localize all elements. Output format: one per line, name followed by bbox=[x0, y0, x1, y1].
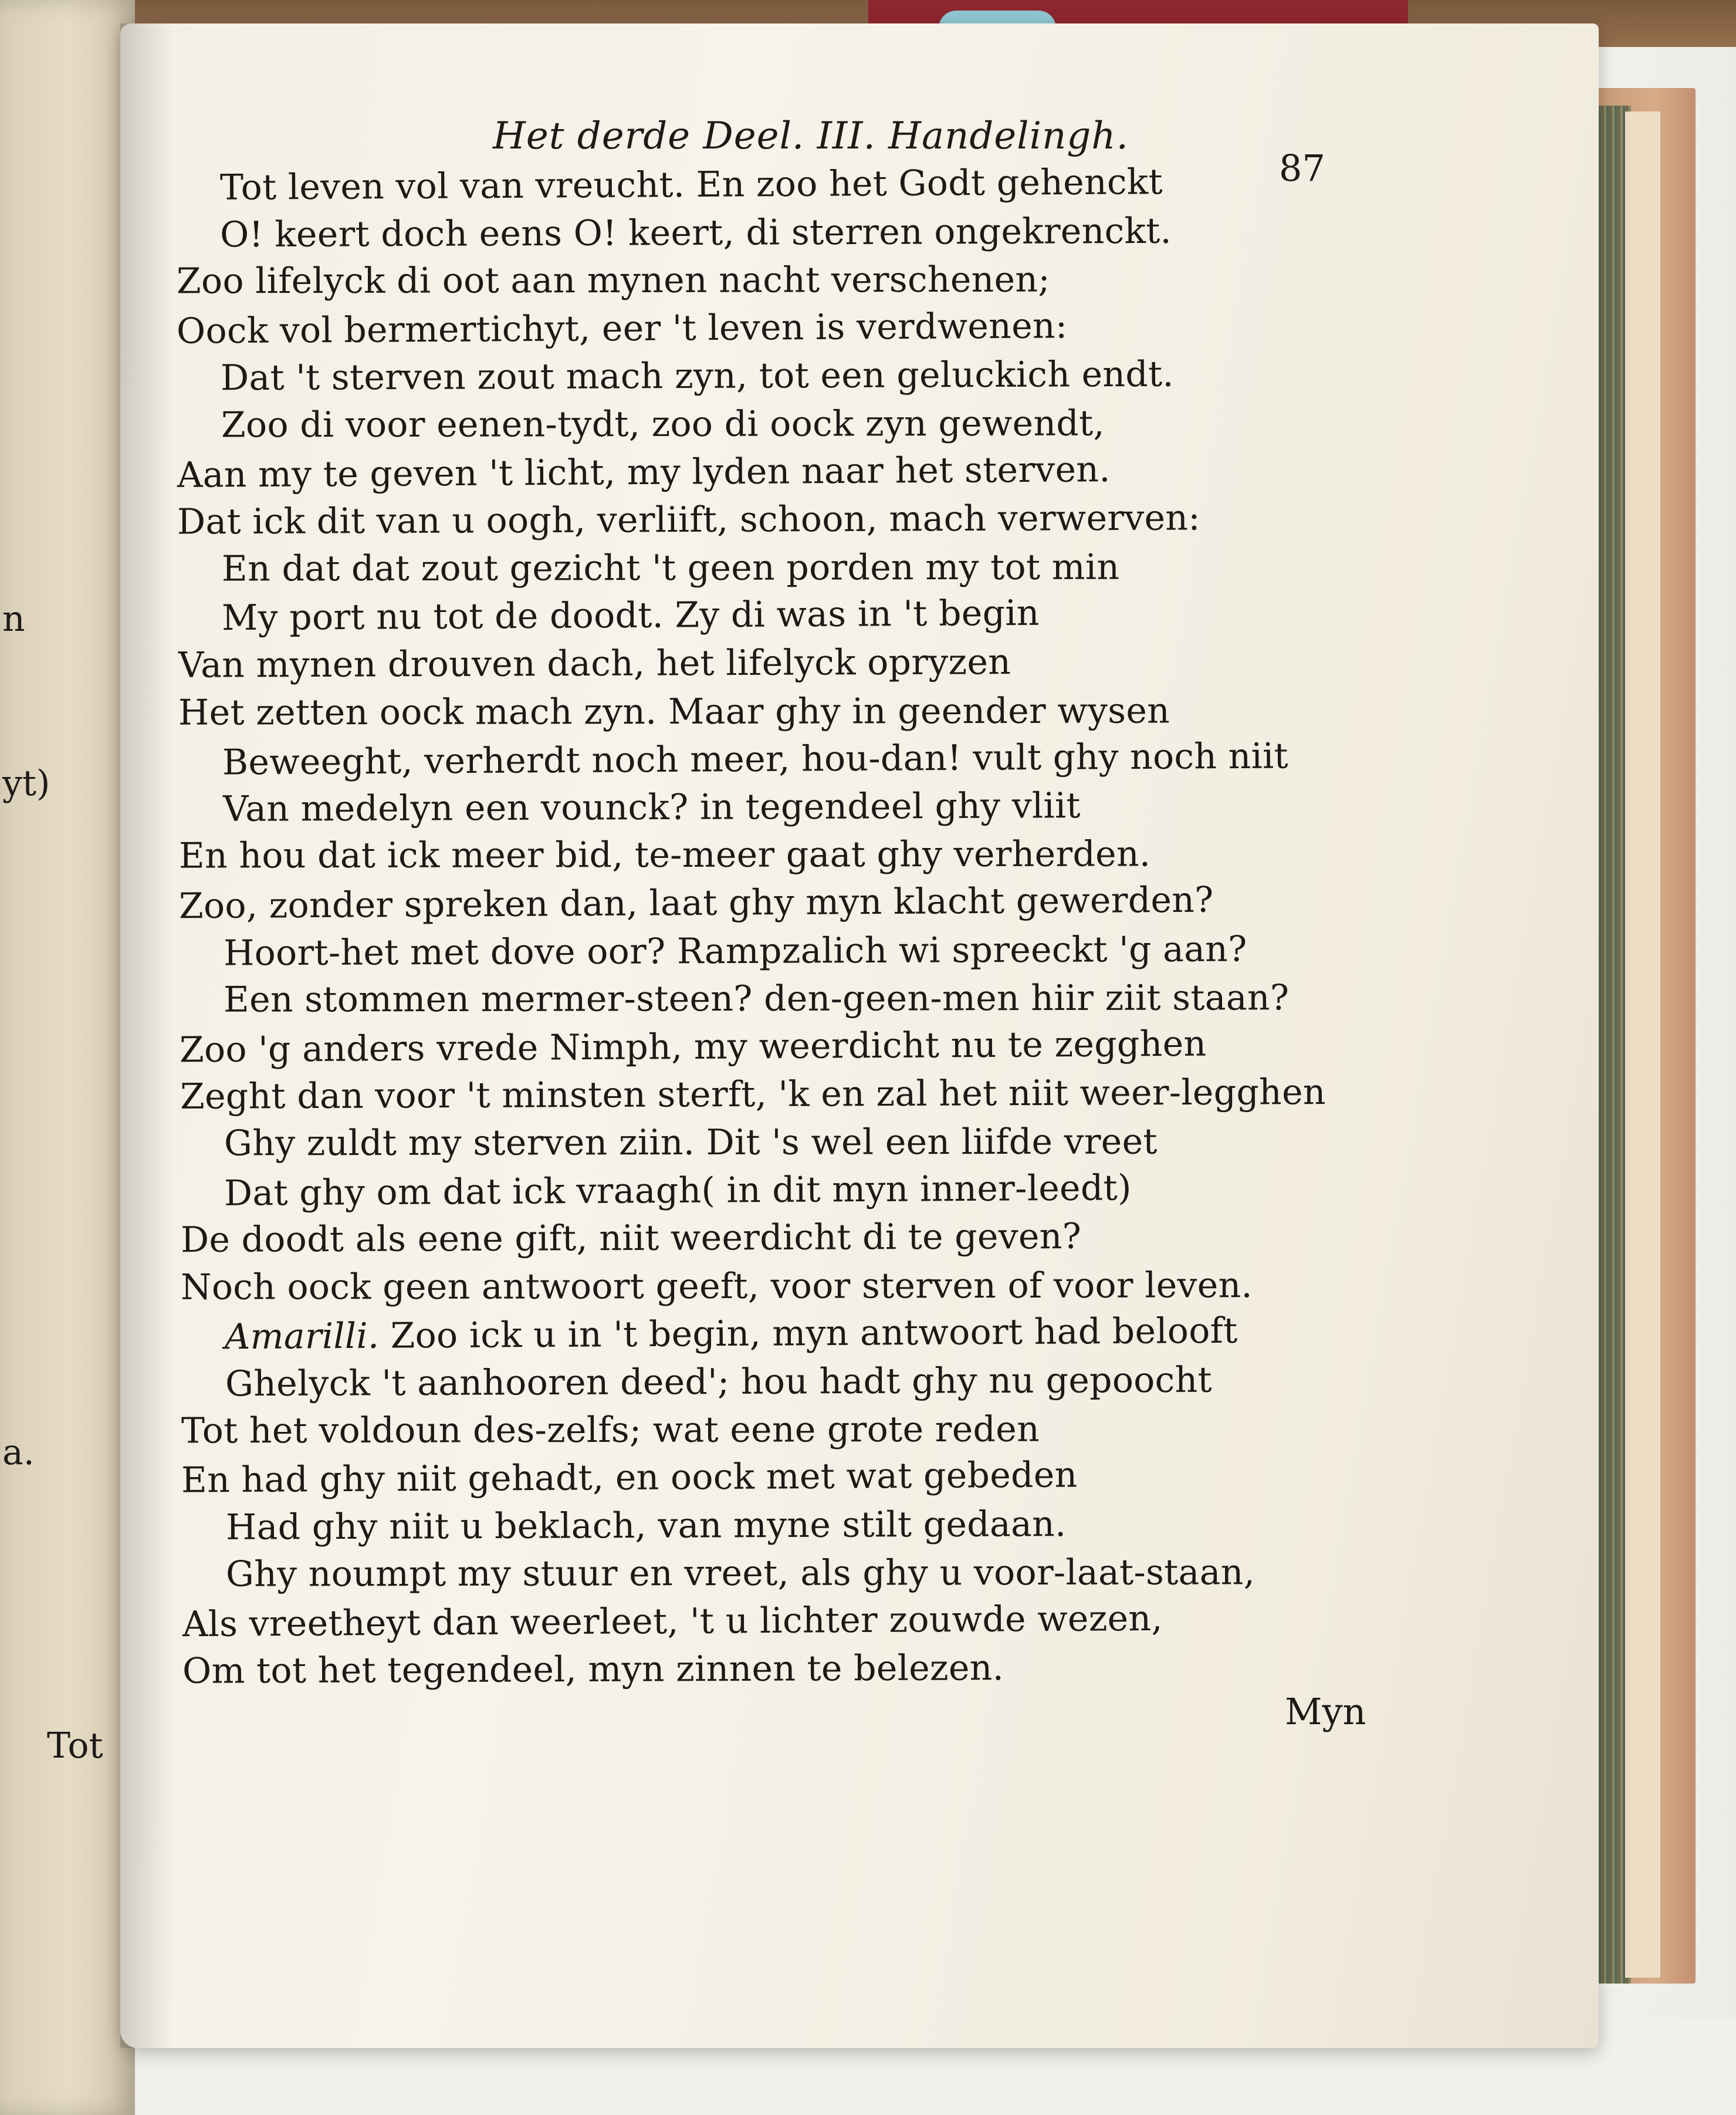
verse-line bbox=[223, 928, 1247, 974]
verse-line bbox=[221, 546, 1120, 590]
verse-line-text: Van medelyn een vounck? in tegendeel ghy vliit bbox=[222, 785, 1081, 830]
page-number: 87 bbox=[1279, 147, 1325, 190]
verse-line-text: Noch oock geen antwoort geeft, voor sterven of voor leven. bbox=[180, 1265, 1253, 1308]
verse-line bbox=[224, 1121, 1158, 1164]
left-page-fragment: Tot bbox=[47, 1725, 103, 1766]
verse-line-text: Ghelyck 't aanhooren deed'; hou hadt ghy nu gepoocht bbox=[225, 1359, 1212, 1405]
verse-line bbox=[178, 879, 1214, 927]
verse-line bbox=[224, 1310, 1238, 1358]
left-page-fragment: n bbox=[2, 599, 25, 640]
verse-line-text: Dat ghy om dat ick vraagh( in dit myn inner-leedt) bbox=[224, 1167, 1132, 1214]
verse-line-text: Tot het voldoun des-zelfs; wat eene grote reden bbox=[181, 1408, 1040, 1451]
verse-line bbox=[178, 641, 1011, 686]
verse-line bbox=[181, 1408, 1040, 1451]
verse-line-text: Zoo, zonder spreken dan, laat ghy myn klacht gewerden? bbox=[178, 879, 1214, 927]
verse-line-text: Als vreetheyt dan weerleet, 't u lichter zouwde wezen, bbox=[182, 1597, 1163, 1646]
verse-line-text: Zoo 'g anders vrede Nimph, my weerdicht nu te zegghen bbox=[179, 1023, 1207, 1071]
verse-line bbox=[224, 1167, 1132, 1214]
verse-line-text: Beweeght, verherdt noch meer, hou-dan! vult ghy noch niit bbox=[222, 735, 1289, 783]
running-head: Het derde Deel. III. Handelingh. bbox=[493, 114, 1129, 158]
verse-line bbox=[178, 690, 1170, 734]
verse-line-text: Ghy noumpt my stuur en vreet, als ghy u voor-laat-staan, bbox=[225, 1552, 1256, 1596]
verse-line bbox=[225, 1552, 1256, 1596]
verse-line bbox=[220, 354, 1174, 399]
verse-line bbox=[225, 1359, 1212, 1405]
verse-line-text: Het zetten oock mach zyn. Maar ghy in geender wysen bbox=[178, 690, 1170, 734]
verse-line-text: Een stommen mermer-steen? den-geen-men hiir ziit staan? bbox=[223, 977, 1290, 1021]
verse-line bbox=[225, 1503, 1067, 1548]
verse-line-text: Tot leven vol van vreucht. En zoo het Godt gehenckt bbox=[219, 161, 1163, 208]
verse-line-text: Om tot het tegendeel, myn zinnen te belezen. bbox=[182, 1647, 1004, 1692]
catchword: Myn bbox=[1285, 1690, 1366, 1733]
verse-line-text: Oock vol bermertichyt, eer 't leven is verdwenen: bbox=[176, 305, 1068, 352]
verse-line bbox=[180, 1265, 1253, 1308]
speaker-name: Amarilli. bbox=[224, 1316, 380, 1358]
verse-line bbox=[177, 497, 1200, 543]
verse-line bbox=[180, 1216, 1082, 1261]
verse-line bbox=[182, 1647, 1004, 1692]
verse-line-text: De doodt als eene gift, niit weerdicht di te geven? bbox=[180, 1216, 1082, 1261]
verse-line-text: Ghy zuldt my sterven ziin. Dit 's wel een liifde vreet bbox=[224, 1121, 1158, 1164]
verse-line bbox=[222, 785, 1081, 830]
verse-line bbox=[177, 448, 1111, 496]
verse-line bbox=[180, 1072, 1326, 1118]
verse-line-text: En had ghy niit gehadt, en oock met wat gebeden bbox=[181, 1454, 1078, 1501]
verse-line bbox=[176, 305, 1068, 352]
verse-line-text: Zeght dan voor 't minsten sterft, 'k en zal het niit weer-legghen bbox=[180, 1072, 1326, 1118]
verse-line-text: Zoo lifelyck di oot aan mynen nacht verschenen; bbox=[176, 259, 1050, 302]
endpaper bbox=[1625, 112, 1660, 1978]
verse-line-text: Hoort-het met dove oor? Rampzalich wi spreeckt 'g aan? bbox=[223, 928, 1247, 974]
verse-line bbox=[179, 1023, 1207, 1071]
verse-line-text: En dat dat zout gezicht 't geen porden my tot min bbox=[221, 546, 1120, 590]
verse-line bbox=[221, 593, 1040, 639]
verse-line bbox=[176, 259, 1050, 302]
verse-line-text: Had ghy niit u beklach, van myne stilt gedaan. bbox=[225, 1503, 1067, 1548]
verse-line-text: Van mynen drouven dach, het lifelyck opryzen bbox=[178, 641, 1011, 686]
verse-line-text: My port nu tot de doodt. Zy di was in 't begin bbox=[221, 593, 1040, 639]
verse-line-text: Zoo di voor eenen-tydt, zoo di oock zyn gewendt, bbox=[221, 403, 1105, 446]
page-gutter-shadow bbox=[120, 23, 173, 2048]
verse-line bbox=[219, 210, 1172, 255]
left-page-fragment: a. bbox=[2, 1432, 35, 1473]
left-page-fragment: yt) bbox=[2, 763, 50, 804]
verse-line bbox=[178, 833, 1151, 877]
verse-line-text: En hou dat ick meer bid, te-meer gaat ghy verherden. bbox=[178, 833, 1151, 877]
verse-line-text: O! keert doch eens O! keert, di sterren ongekrenckt. bbox=[219, 210, 1172, 255]
verse-line-text: Aan my te geven 't licht, my lyden naar het sterven. bbox=[177, 448, 1111, 496]
verse-line bbox=[223, 977, 1290, 1021]
verse-line-text: Dat 't sterven zout mach zyn, tot een geluckich endt. bbox=[220, 354, 1174, 399]
verse-line bbox=[182, 1597, 1163, 1646]
verse-line bbox=[222, 735, 1289, 783]
verse-line bbox=[181, 1454, 1078, 1501]
left-page bbox=[0, 0, 135, 2115]
verse-line bbox=[221, 403, 1105, 446]
verse-line-text: Zoo ick u in 't begin, myn antwoort had belooft bbox=[379, 1310, 1238, 1357]
verse-line bbox=[219, 161, 1163, 208]
verse-line-text: Dat ick dit van u oogh, verliift, schoon, mach verwerven: bbox=[177, 497, 1200, 543]
